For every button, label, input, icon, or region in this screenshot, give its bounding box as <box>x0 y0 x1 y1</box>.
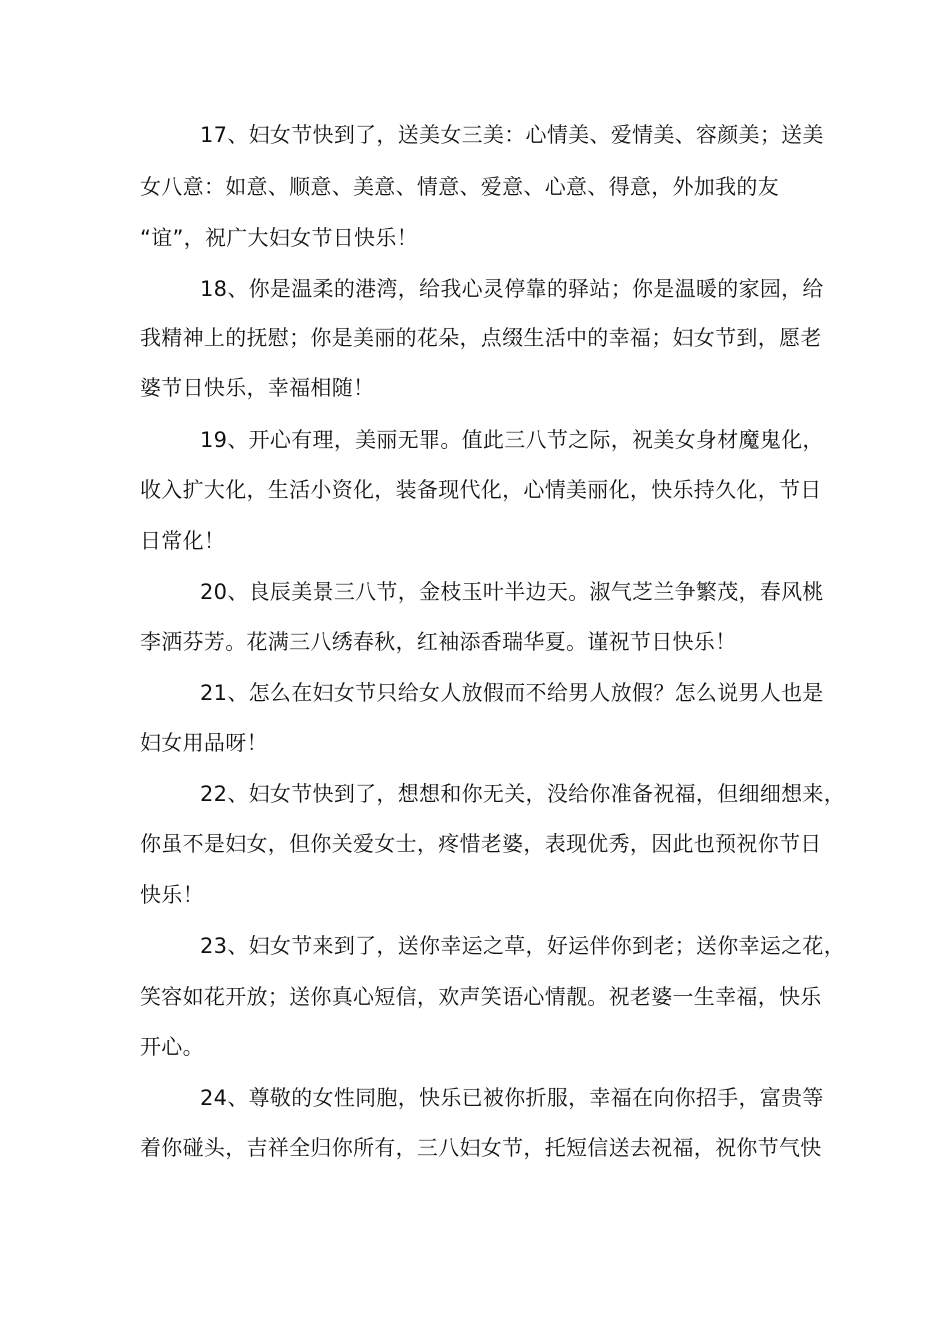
text-line: 婆节日快乐，幸福相随！ <box>140 376 375 400</box>
text-line: 快乐！ <box>140 883 204 907</box>
text-line: 24、尊敬的女性同胞，快乐已被你折服，幸福在向你招手，富贵等 <box>200 1086 824 1110</box>
text-line: 开心。 <box>140 1035 204 1059</box>
text-line: 笑容如花开放；送你真心短信，欢声笑语心情靓。祝老婆一生幸福，快乐 <box>140 985 822 1009</box>
text-line: 20、良辰美景三八节，金枝玉叶半边天。淑气芝兰争繁茂，春风桃 <box>200 580 824 604</box>
text-line: 22、妇女节快到了，想想和你无关，没给你准备祝福，但细细想来， <box>200 782 846 806</box>
text-line: 妇女用品呀！ <box>140 731 268 755</box>
text-line: 收入扩大化，生活小资化，装备现代化，心情美丽化，快乐持久化，节日 <box>140 478 822 502</box>
text-line: 着你碰头，吉祥全归你所有，三八妇女节，托短信送去祝福，祝你节气快 <box>140 1136 822 1160</box>
text-line: 日常化！ <box>140 529 226 553</box>
text-line: 19、开心有理，美丽无罪。值此三八节之际，祝美女身材魔鬼化， <box>200 428 824 452</box>
text-line: “谊”，祝广大妇女节日快乐！ <box>140 226 418 250</box>
text-line: 李洒芬芳。花满三八绣春秋，红袖添香瑞华夏。谨祝节日快乐！ <box>140 630 737 654</box>
text-line: 你虽不是妇女，但你关爱女士，疼惜老婆，表现优秀，因此也预祝你节日 <box>140 832 822 856</box>
text-line: 18、你是温柔的港湾，给我心灵停靠的驿站；你是温暖的家园，给 <box>200 277 824 301</box>
text-line: 21、怎么在妇女节只给女人放假而不给男人放假？怎么说男人也是 <box>200 681 824 705</box>
text-line: 17、妇女节快到了，送美女三美：心情美、爱情美、容颜美；送美 <box>200 123 824 147</box>
text-line: 23、妇女节来到了，送你幸运之草，好运伴你到老；送你幸运之花， <box>200 934 846 958</box>
text-line: 女八意：如意、顺意、美意、情意、爱意、心意、得意，外加我的友 <box>140 175 779 199</box>
text-line: 我精神上的抚慰；你是美丽的花朵，点缀生活中的幸福；妇女节到，愿老 <box>140 326 822 350</box>
